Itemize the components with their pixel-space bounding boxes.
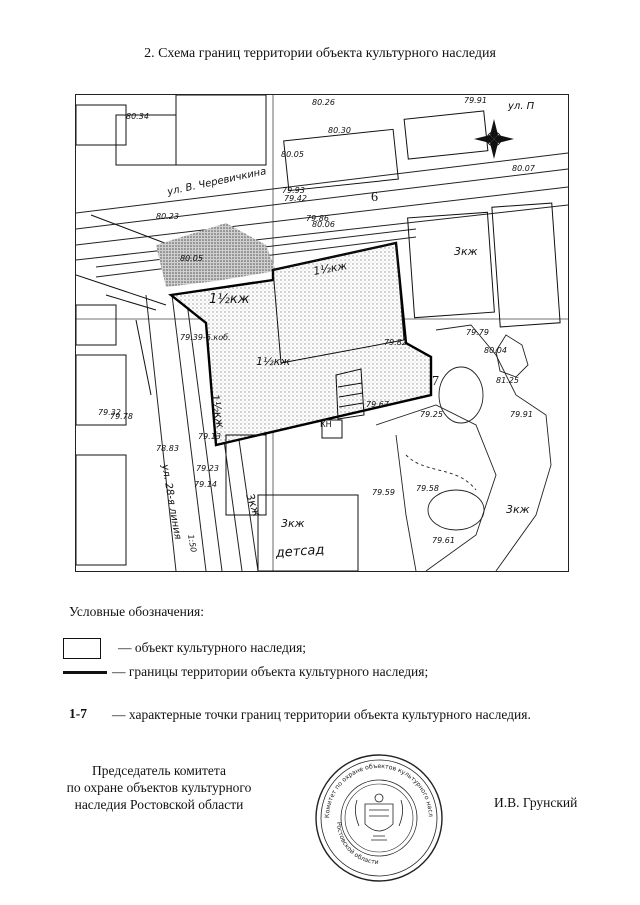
elevation-8: 80.05 <box>180 254 203 263</box>
legend-boundary-text: — границы территории объекта культурного наследия; <box>112 664 429 679</box>
elevation-3: 79.91 <box>464 96 487 105</box>
street-label-28-line: ул. 28-я линия <box>159 463 184 541</box>
elevation-1: 80.34 <box>126 112 149 121</box>
map-drawing <box>76 95 568 571</box>
street-label-p: ул. П <box>508 101 535 112</box>
elevation-21: 80.07 <box>512 164 535 173</box>
elevation-28: 1:50 <box>186 533 199 554</box>
building-label-a: 1½кж <box>209 292 250 307</box>
boundary-point-7: 7 <box>432 374 439 389</box>
res-label-3: 3кж <box>281 517 305 530</box>
kn-label: КН <box>320 420 332 429</box>
res-label-1: 3кж <box>454 245 478 258</box>
signer-name: И.В. Грунский <box>494 795 578 810</box>
legend-heading: Условные обозначения: <box>69 604 205 619</box>
legend-boundary-line <box>63 671 107 674</box>
elevation-20: 79.13 <box>198 432 221 441</box>
street-label-cherevichkina: ул. В. Черевичкина <box>166 166 268 198</box>
elevation-2: 80.26 <box>312 98 335 107</box>
north-arrow-icon <box>474 119 514 159</box>
res-label-2: 3кж <box>506 503 530 516</box>
elevation-25: 79.67 <box>366 400 389 409</box>
legend-points-text: — характерные точки границ территории объекта культурного наследия. <box>112 707 531 722</box>
legend-object-swatch <box>63 638 101 659</box>
elevation-24: 79.86 <box>306 214 329 223</box>
page-title: 2. Схема границ территории объекта культурного наследия <box>144 46 496 61</box>
elevation-18: 79.14 <box>194 480 217 489</box>
elevation-29: 79.39-6.коб. <box>180 333 231 342</box>
territory-map <box>75 94 569 572</box>
elevation-19: 79.32 <box>98 408 121 417</box>
elevation-30: 78.83 <box>156 444 179 453</box>
seal-ring-top: Комитет по охране объектов культурного насл <box>323 762 435 819</box>
kindergarten-label: детсад <box>275 542 325 561</box>
elevation-16: 79.61 <box>432 536 455 545</box>
elevation-11: 80.04 <box>484 346 507 355</box>
elevation-14: 79.25 <box>420 410 443 419</box>
elevation-7: 80.06 <box>312 220 335 229</box>
dark-hatch <box>156 223 276 287</box>
signer-position: Председатель комитета по охране объектов культурного наследия Ростовской области <box>66 763 252 812</box>
elevation-22: 79.58 <box>416 484 439 493</box>
coat-of-arms-icon <box>355 794 402 840</box>
building-label-d: 1½кж <box>256 355 291 368</box>
building-label-c: 1½кж <box>208 393 227 430</box>
building-label-b: 1½кж <box>312 259 349 278</box>
seal-ring-bottom: Ростовской области <box>334 821 379 867</box>
elevation-15: 79.59 <box>372 488 395 497</box>
boundary-point-6: 6 <box>371 190 378 205</box>
official-seal <box>313 752 445 884</box>
legend-points-key: 1-7 <box>69 706 87 721</box>
elevation-9: 79.82 <box>384 338 407 347</box>
elevation-26: 79.79 <box>466 328 489 337</box>
elevation-10: 79.78 <box>110 412 133 421</box>
res-label-4: 3кж <box>243 491 264 519</box>
elevation-4: 80.30 <box>328 126 351 135</box>
legend-object-text: — объект культурного наследия; <box>118 640 307 655</box>
elevation-23: 80.23 <box>156 212 179 221</box>
seal-icon <box>313 752 445 884</box>
elevation-12: 81.25 <box>496 376 519 385</box>
elevation-17: 79.23 <box>196 464 219 473</box>
elevation-13: 79.91 <box>510 410 533 419</box>
elevation-5: 80.05 <box>281 150 304 159</box>
elevation-6: 79.93 <box>282 186 305 195</box>
elevation-27: 79.42 <box>284 194 307 203</box>
